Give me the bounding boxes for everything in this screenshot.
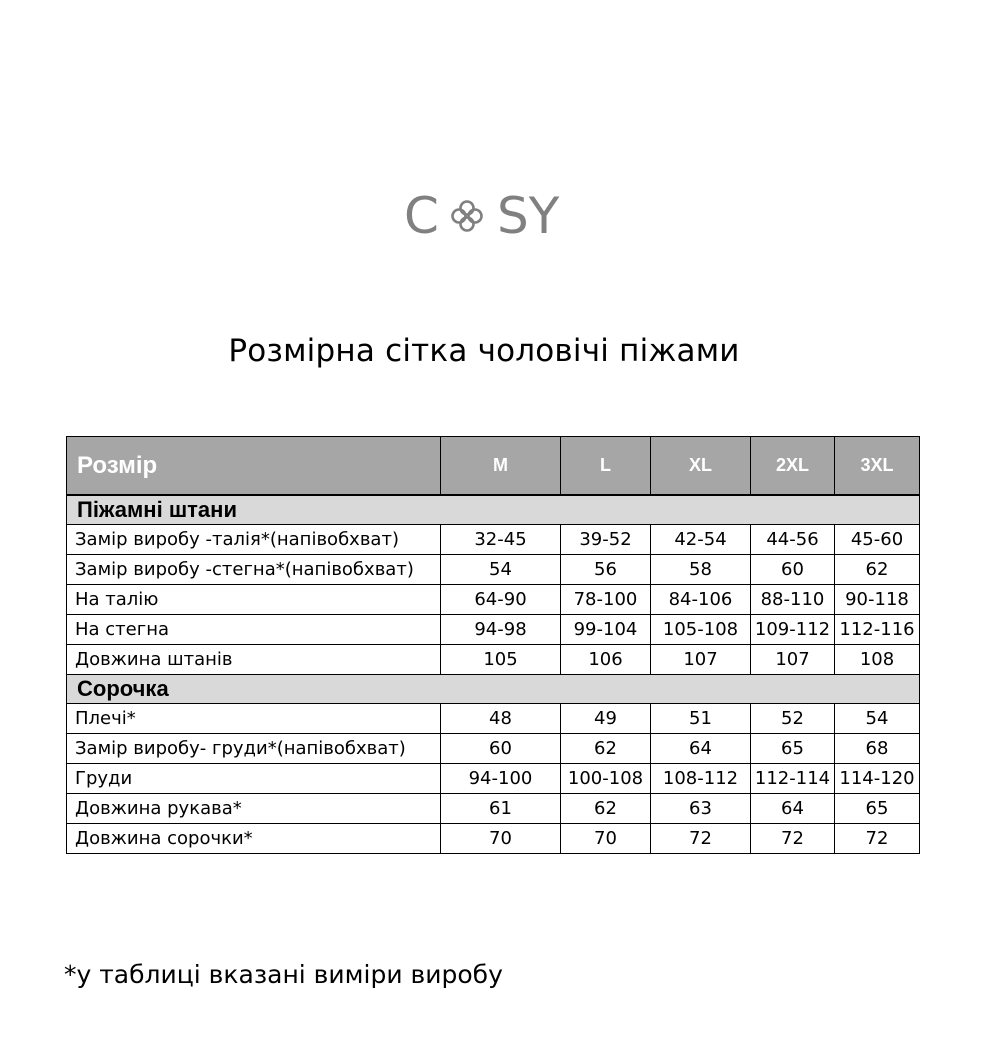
- cell-value: 107: [651, 645, 751, 675]
- cosy-logo: [404, 186, 574, 246]
- cell-value: 70: [561, 824, 651, 854]
- cell-value: 65: [751, 734, 835, 764]
- header-size-l: L: [561, 437, 651, 496]
- cell-value: 60: [441, 734, 561, 764]
- cell-value: 94-100: [441, 764, 561, 794]
- table-row: [67, 734, 920, 764]
- cell-value: 105-108: [651, 615, 751, 645]
- cell-value: 99-104: [561, 615, 651, 645]
- row-label: Замір виробу -талія*(напівобхват): [67, 525, 441, 555]
- cell-value: 90-118: [835, 585, 920, 615]
- cell-value: 68: [835, 734, 920, 764]
- flower-knot-icon: [453, 202, 482, 231]
- cell-value: 56: [561, 555, 651, 585]
- cell-value: 64-90: [441, 585, 561, 615]
- cell-value: 49: [561, 704, 651, 734]
- cell-value: 54: [835, 704, 920, 734]
- cell-value: 39-52: [561, 525, 651, 555]
- cell-value: 64: [651, 734, 751, 764]
- cell-value: 109-112: [751, 615, 835, 645]
- header-size-2xl: 2XL: [751, 437, 835, 496]
- header-size-m: M: [441, 437, 561, 496]
- header-size-label: Розмір: [67, 437, 441, 496]
- cell-value: 112-114: [751, 764, 835, 794]
- row-label: Замір виробу- груди*(напівобхват): [67, 734, 441, 764]
- row-label: Довжина рукава*: [67, 794, 441, 824]
- row-label: На стегна: [67, 615, 441, 645]
- cell-value: 52: [751, 704, 835, 734]
- cell-value: 108-112: [651, 764, 751, 794]
- logo-letter-c: C: [404, 187, 439, 245]
- cell-value: 62: [835, 555, 920, 585]
- page-title: Розмірна сітка чоловічі піжами: [228, 333, 740, 369]
- cell-value: 42-54: [651, 525, 751, 555]
- cell-value: 61: [441, 794, 561, 824]
- cell-value: 72: [651, 824, 751, 854]
- cell-value: 65: [835, 794, 920, 824]
- footnote: *у таблиці вказані виміри виробу: [64, 960, 503, 989]
- section-row-shirt: [67, 675, 920, 704]
- cell-value: 94-98: [441, 615, 561, 645]
- cell-value: 108: [835, 645, 920, 675]
- table-row: [67, 555, 920, 585]
- cell-value: 100-108: [561, 764, 651, 794]
- cell-value: 58: [651, 555, 751, 585]
- cell-value: 105: [441, 645, 561, 675]
- table-row: [67, 525, 920, 555]
- table-row: [67, 585, 920, 615]
- section-row-pants: [67, 495, 920, 525]
- cell-value: 72: [751, 824, 835, 854]
- table-header-row: [67, 437, 920, 496]
- row-label: Довжина штанів: [67, 645, 441, 675]
- cell-value: 62: [561, 794, 651, 824]
- logo-letters-sy: SY: [497, 187, 560, 245]
- cell-value: 114-120: [835, 764, 920, 794]
- cell-value: 112-116: [835, 615, 920, 645]
- cell-value: 32-45: [441, 525, 561, 555]
- cell-value: 64: [751, 794, 835, 824]
- cell-value: 60: [751, 555, 835, 585]
- row-label: Замір виробу -стегна*(напівобхват): [67, 555, 441, 585]
- table-row: [67, 615, 920, 645]
- cell-value: 107: [751, 645, 835, 675]
- cell-value: 78-100: [561, 585, 651, 615]
- cell-value: 106: [561, 645, 651, 675]
- size-chart-table: [66, 436, 920, 854]
- cell-value: 63: [651, 794, 751, 824]
- cell-value: 45-60: [835, 525, 920, 555]
- header-size-3xl: 3XL: [835, 437, 920, 496]
- section-title: Піжамні штани: [67, 495, 920, 525]
- row-label: На талію: [67, 585, 441, 615]
- cell-value: 62: [561, 734, 651, 764]
- table-row: [67, 645, 920, 675]
- table-row: [67, 704, 920, 734]
- cell-value: 88-110: [751, 585, 835, 615]
- cell-value: 44-56: [751, 525, 835, 555]
- table-row: [67, 824, 920, 854]
- cell-value: 72: [835, 824, 920, 854]
- cell-value: 70: [441, 824, 561, 854]
- header-size-xl: XL: [651, 437, 751, 496]
- cell-value: 54: [441, 555, 561, 585]
- cell-value: 48: [441, 704, 561, 734]
- cell-value: 84-106: [651, 585, 751, 615]
- table-row: [67, 764, 920, 794]
- section-title: Сорочка: [67, 675, 920, 704]
- row-label: Груди: [67, 764, 441, 794]
- row-label: Плечі*: [67, 704, 441, 734]
- table-row: [67, 794, 920, 824]
- cell-value: 51: [651, 704, 751, 734]
- row-label: Довжина сорочки*: [67, 824, 441, 854]
